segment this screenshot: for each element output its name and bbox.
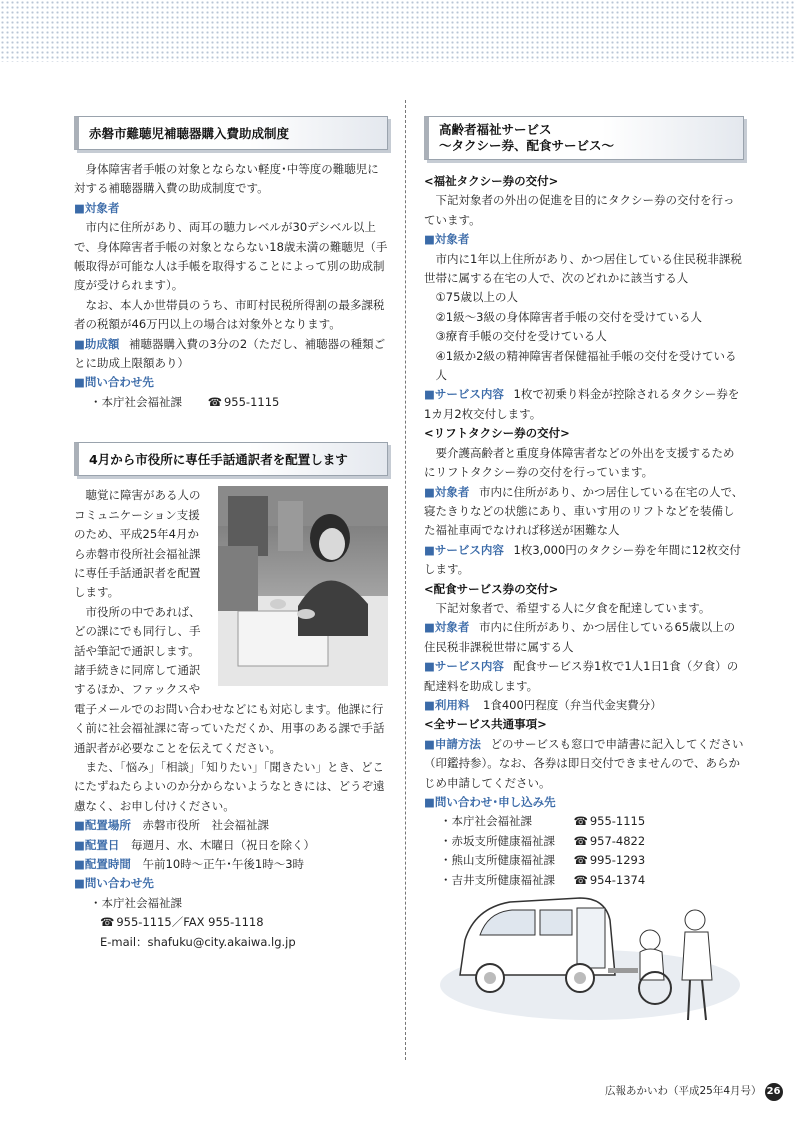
hearing-aid-target: 市内に住所があり、両耳の聴力レベルが30デシベル以上で、身体障害者手帳の対象とならない18歳未満の難聴児（手帳取得が可能な人は手帳を取得することによって別の助成制度が受けられます）。 xyxy=(74,220,388,293)
office-row: ・本庁社会福祉課☎ 955-1115 xyxy=(424,812,744,831)
taxi-item-4: ④1級か2級の精神障害者保健福祉手帳の交付を受けている人 xyxy=(435,348,737,383)
placement-time: 午前10時～正午･午後1時～3時 xyxy=(142,857,305,871)
lift-service-row xyxy=(424,541,744,580)
hearing-aid-target-note: なお、本人か世帯員のうち、市町村民税所得割の最多課税者の税額が46万円以上の場合は対象外となります。 xyxy=(74,297,385,332)
phone-icon xyxy=(574,814,590,828)
meal-heading: <配食サービス券の交付> xyxy=(424,581,559,596)
office-row: ・吉井支所健康福祉課☎ 954-1374 xyxy=(424,871,744,890)
office-row: ・熊山支所健康福祉課☎ 995-1293 xyxy=(424,851,744,870)
apply-method: どのサービスも窓口で申請書に記入してください（印鑑持参）。なお、各券は即日交付できませんので、あらかじめ申請してください。 xyxy=(424,736,744,790)
lift-target-row xyxy=(424,483,744,541)
heading-lift-service: ■ サービス内容 xyxy=(424,543,504,557)
phone-icon xyxy=(574,834,590,848)
publication-name: 広報あかいわ（平成25年4月号） xyxy=(605,1085,762,1097)
column-divider xyxy=(405,100,406,1060)
heading-placement: ■ 配置場所 xyxy=(74,818,131,832)
phone-icon xyxy=(574,853,590,867)
contact-email: E-mail：shafuku@city.akaiwa.lg.jp xyxy=(100,934,296,949)
taxi-item-3: ③療育手帳の交付を受けている人 xyxy=(435,329,607,344)
taxi-intro: 下記対象者の外出の促進を目的にタクシー券の交付を行っています。 xyxy=(424,193,735,227)
hearing-aid-intro: 身体障害者手帳の対象とならない軽度･中等度の難聴児に対する補聴器購入費の助成制度です。 xyxy=(74,162,379,196)
meal-service-row xyxy=(424,657,744,696)
heading-lift-target: ■ 対象者 xyxy=(424,485,469,499)
meal-service: 配食サービス券1枚で1人1日1食（夕食）の配達料を助成します。 xyxy=(424,659,739,693)
common-heading: <全サービス共通事項> xyxy=(424,717,547,732)
welfare-vehicle-illustration xyxy=(440,880,740,1030)
taxi-service-row xyxy=(424,385,744,424)
taxi-service: 1枚で初乗り料金が控除されるタクシー券を1カ月2枚交付します。 xyxy=(424,387,740,421)
apply-row xyxy=(424,735,744,793)
contact-phone: 955-1115 xyxy=(223,394,280,409)
subsidy-amount: 補聴器購入費の3分の2（ただし、補聴器の種類ごとに助成上限額あり） xyxy=(74,336,386,371)
lift-service: 1枚3,000円のタクシー券を年間に12枚交付します。 xyxy=(424,542,741,577)
lift-target: 市内に住所があり、かつ居住している在宅の人で、寝たきりなどの状態にあり、車いす用のリフトなどを装備した福祉車両でなければ移送が困難な人 xyxy=(424,484,744,538)
meal-intro: 下記対象者で、希望する人に夕食を配達しています。 xyxy=(435,600,711,615)
meal-fee-row xyxy=(424,696,744,715)
lift-intro: 要介護高齢者と重度身体障害者などの外出を支援するためにリフトタクシー券の交付を行っています。 xyxy=(424,445,735,480)
section-title-sign-language: 4月から市役所に専任手話通訳者を配置します xyxy=(74,442,388,476)
heading-day: ■ 配置日 xyxy=(74,838,119,852)
taxi-item-2: ②1級～3級の身体障害者手帳の交付を受けている人 xyxy=(435,309,702,324)
office-row: ・赤坂支所健康福祉課☎ 957-4822 xyxy=(424,832,744,851)
taxi-target: 市内に1年以上住所があり、かつ居住している住民税非課税世帯に属する在宅の人で、次のどれかに該当する人 xyxy=(424,251,742,286)
heading-taxi-service: ■ サービス内容 xyxy=(424,387,504,401)
heading-meal-service: ■ サービス内容 xyxy=(424,659,504,673)
interpreter-photo xyxy=(218,486,388,686)
heading-contact: ■ 問い合わせ先 xyxy=(74,373,388,392)
heading-subsidy: ■ 助成額 xyxy=(74,337,119,351)
interpreter-text-1: 聴覚に障害がある人のコミュニケーション支援のため、平成25年4月から赤磐市役所社会福祉課に専任手話通訳者を配置します。 xyxy=(74,488,201,600)
contact-row: ・本庁社会福祉課 ☎ 955-1115 xyxy=(74,393,388,412)
placement-day-row xyxy=(74,836,388,855)
meal-target-row xyxy=(424,618,744,657)
contact-tel-fax: ☎ 955-1115／FAX 955-1118 xyxy=(74,913,388,932)
heading-meal-target: ■ 対象者 xyxy=(424,620,469,634)
heading-contact-2: ■ 問い合わせ先 xyxy=(74,874,388,893)
right-column xyxy=(424,116,744,890)
meal-fee: 1食400円程度（弁当代金実費分） xyxy=(483,697,662,712)
meal-target: 市内に住所があり、かつ居住している65歳以上の住民税非課税世帯に属する人 xyxy=(424,620,736,654)
header-dot-pattern xyxy=(0,0,794,62)
placement-day: 毎週月、水、木曜日（祝日を除く） xyxy=(131,837,316,852)
phone-icon xyxy=(208,395,224,409)
heading-apply: ■ 申請方法 xyxy=(424,737,481,751)
heading-taxi-target: ■ 対象者 xyxy=(424,230,744,249)
placement-place: 赤磐市役所 社会福祉課 xyxy=(142,818,270,833)
interpreter-text-2: 市役所の中であれば、どの課にでも同行し、手話や筆記で通訳します。諸手続きに同席して通訳するほか、ファックスや電子メールでのお問い合わせなどにも対応します。他課に行く前に社会福祉課に寄っていただくか、用事のある課で手話通訳者が必要なことを伝えてください。 xyxy=(74,604,385,755)
section-title-elderly xyxy=(424,116,744,160)
contact-name-2: ・本庁社会福祉課 xyxy=(90,895,182,910)
page-number: 26 xyxy=(765,1083,783,1101)
heading-time: ■ 配置時間 xyxy=(74,857,131,871)
heading-apply-contact: ■ 問い合わせ･申し込み先 xyxy=(424,793,744,812)
elderly-subtitle: ～タクシー券、配食サービス～ xyxy=(439,138,615,153)
placement-row xyxy=(74,816,388,835)
lift-heading: <リフトタクシー券の交付> xyxy=(424,426,570,441)
page-footer xyxy=(605,1083,783,1101)
taxi-item-1: ①75歳以上の人 xyxy=(435,290,518,305)
elderly-title: 高齢者福祉サービス xyxy=(439,122,552,137)
phone-icon xyxy=(100,915,116,929)
heading-meal-fee: ■ 利用料 xyxy=(424,698,469,712)
heading-target: ■ 対象者 xyxy=(74,199,388,218)
photo-image xyxy=(218,486,388,686)
interpreter-text-3: また、「悩み」「相談」「知りたい」「聞きたい」とき、どこにたずねたらよいのか分からないようなときには、どうぞ遠慮なく、お申し付けください。 xyxy=(74,759,385,813)
placement-time-row xyxy=(74,855,388,874)
section-title-hearing-aid: 赤磐市難聴児補聴器購入費助成制度 xyxy=(74,116,388,150)
left-column xyxy=(74,116,388,952)
taxi-heading: <福祉タクシー券の交付> xyxy=(424,174,559,188)
subsidy-amount-row xyxy=(74,335,388,374)
